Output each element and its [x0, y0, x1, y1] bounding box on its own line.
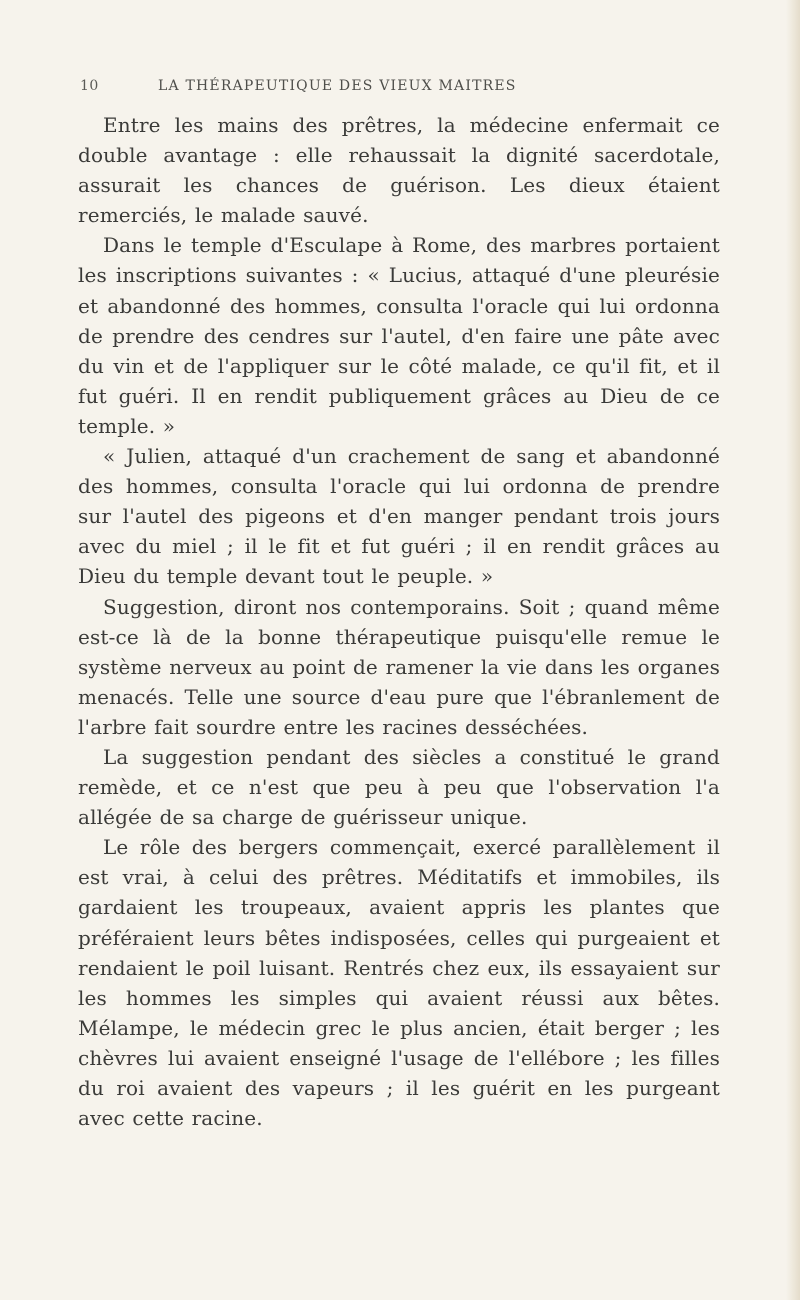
paragraph: Dans le temple d'Esculape à Rome, des marbres portaient les inscriptions suivantes : « Lucius, attaqué d'une pleurésie et abandonné des hommes, consulta l'oracle qui lui ordonna de prendre des cendres sur l'autel, d'en faire une pâte avec du vin et de l'appliquer sur le côté malade, ce qu'il fit, et il fut guéri. Il en rendit publiquement grâces au Dieu de ce temple. » [78, 233, 720, 438]
paragraph: « Julien, attaqué d'un crachement de sang et abandonné des hommes, consulta l'oracle qui lui ordonna de prendre sur l'autel des pigeons et d'en manger pendant trois jours avec du miel ; il le fit et fut guéri ; il en rendit grâces au Dieu du temple devant tout le peuple. » [78, 444, 720, 589]
page-edge-shadow [786, 0, 800, 1300]
paragraph: Entre les mains des prêtres, la médecine enfermait ce double avantage : elle rehaussait la dignité sacerdotale, assurait les chances de guérison. Les dieux étaient remerciés, le malade sauvé. [78, 113, 720, 228]
body-text [78, 110, 720, 1133]
paragraph: Le rôle des bergers commençait, exercé parallèlement il est vrai, à celui des prêtres. Méditatifs et immobiles, ils gardaient les troupeaux, avaient appris les plantes que préféraient leurs bêtes indisposées, celles qui purgeaient et rendaient le poil luisant. Rentrés chez eux, ils essayaient sur les hommes les simples qui avaient réussi aux bêtes. Mélampe, le médecin grec le plus ancien, était berger ; les chèvres lui avaient enseigné l'usage de l'ellébore ; les filles du roi avaient des vapeurs ; il les guérit en les purgeant avec cette racine. [78, 835, 720, 1131]
paragraph: La suggestion pendant des siècles a constitué le grand remède, et ce n'est que peu à peu que l'observation l'a allégée de sa charge de guérisseur unique. [78, 744, 720, 830]
running-head [68, 78, 708, 100]
paragraph: Suggestion, diront nos contemporains. Soit ; quand même est-ce là de la bonne thérapeutique puisqu'elle remue le système nerveux au point de ramener la vie dans les organes menacés. Telle une source d'eau pure que l'ébranlement de l'arbre fait sourdre entre les racines desséchées. [78, 594, 720, 739]
running-title: LA THÉRAPEUTIQUE DES VIEUX MAITRES [158, 78, 517, 94]
page-number: 10 [80, 78, 99, 94]
